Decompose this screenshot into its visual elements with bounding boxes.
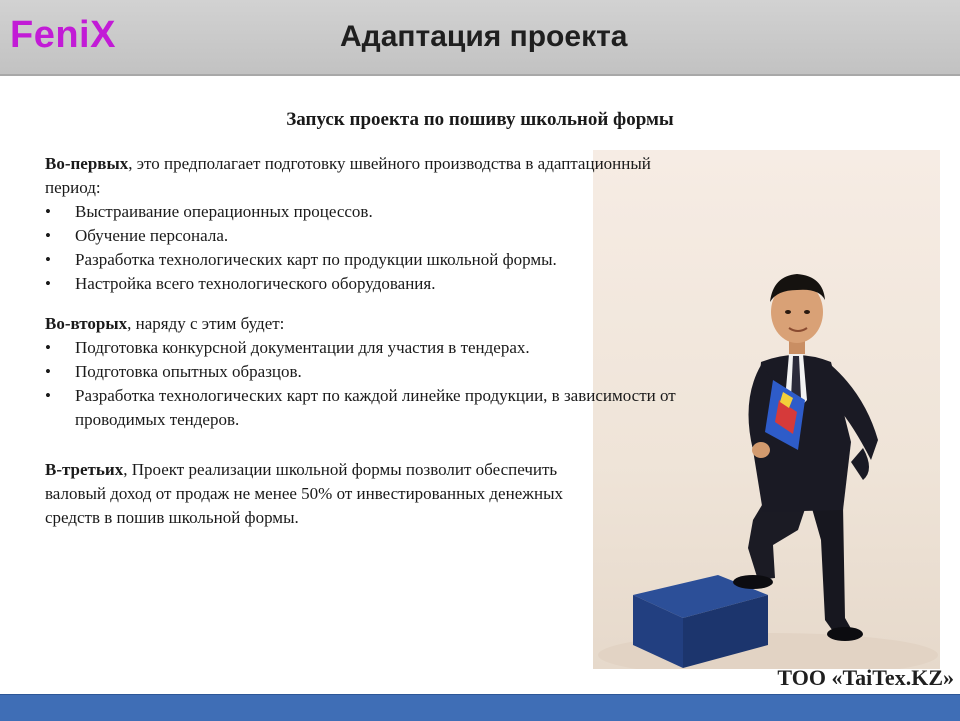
footer-bar [0, 694, 960, 721]
list-item: • Выстраивание операционных процессов. [45, 200, 695, 224]
list-second [45, 336, 695, 432]
paragraph-second-text: , наряду с этим будет: [127, 314, 285, 333]
paragraph-third [45, 458, 590, 530]
list-item: • Разработка технологических карт по продукции школьной формы. [45, 248, 695, 272]
spacer [45, 296, 695, 312]
content-block [45, 152, 695, 530]
list-item: • Разработка технологических карт по каждой линейке продукции, в зависимости от проводимых тендеров. [45, 384, 695, 432]
header-bar [0, 0, 960, 76]
paragraph-third-text: , Проект реализации школьной формы позволит обеспечить валовый доход от продаж не менее 50% от инвестированных денежных средств в пошив школьной формы. [45, 460, 564, 527]
lead-third: В-третьих [45, 460, 124, 479]
list-item: • Подготовка опытных образцов. [45, 360, 695, 384]
lead-first: Во-первых [45, 154, 129, 173]
list-item: • Обучение персонала. [45, 224, 695, 248]
list-item: • Подготовка конкурсной документации для участия в тендерах. [45, 336, 695, 360]
footer-company-name: ТОО «TaiTex.KZ» [777, 665, 954, 690]
paragraph-first-text: , это предполагает подготовку швейного производства в адаптационный период: [45, 154, 651, 197]
slide-subtitle: Запуск проекта по пошиву школьной формы [286, 109, 674, 130]
paragraph-first [45, 152, 695, 200]
list-first [45, 200, 695, 296]
company-logo: FeniX [10, 14, 116, 56]
slide-title: Адаптация проекта [340, 20, 628, 53]
lead-second: Во-вторых [45, 314, 128, 333]
spacer [45, 432, 695, 458]
paragraph-second [45, 312, 695, 336]
list-item: • Настройка всего технологического оборудования. [45, 272, 695, 296]
